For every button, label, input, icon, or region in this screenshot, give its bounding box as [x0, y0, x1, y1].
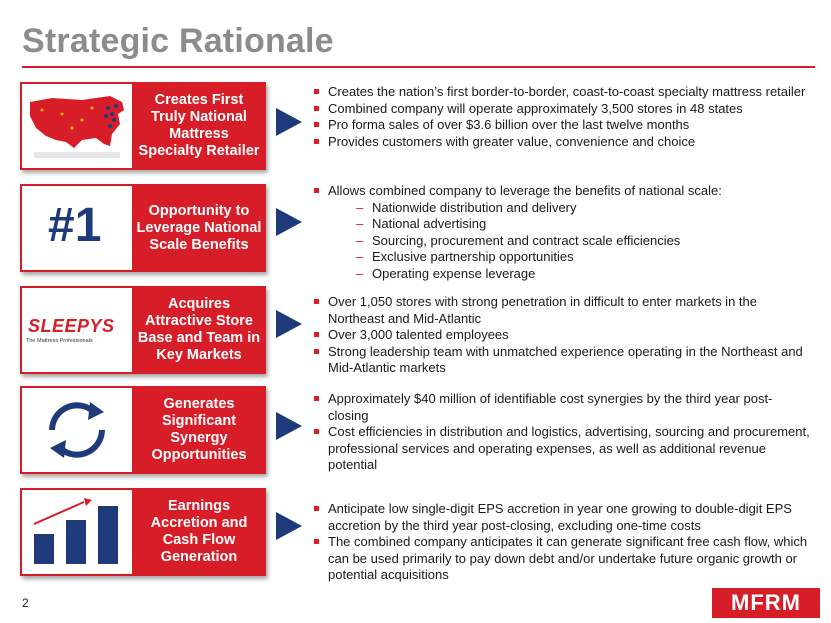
bullet-list — [312, 183, 812, 282]
rationale-tile — [20, 82, 266, 170]
arrow-icon — [276, 412, 302, 440]
sleepys-logo — [22, 288, 132, 372]
bullet-item: Pro forma sales of over $3.6 billion over the last twelve months — [312, 117, 812, 134]
bullet-item: The combined company anticipates it can generate significant free cash flow, which can be used primarily to pay down debt and/or undertake future organic growth or potential acquisitions — [312, 534, 812, 584]
number-one-text: #1 — [48, 199, 102, 252]
bullet-text: Allows combined company to leverage the benefits of national scale: — [328, 183, 722, 198]
us-store-map-icon — [22, 84, 132, 168]
page-title: Strategic Rationale — [22, 22, 334, 60]
number-one-graphic — [22, 186, 132, 270]
bullet-item: Anticipate low single-digit EPS accretion in year one growing to double-digit EPS accretion by the third year post-closing, excluding one-time costs — [312, 501, 812, 534]
title-divider — [22, 66, 815, 68]
bullet-item: Over 1,050 stores with strong penetration in difficult to enter markets in the Northeast and Mid-Atlantic — [312, 294, 812, 327]
bullet-item — [312, 183, 812, 282]
sub-bullet-item: – Operating expense leverage — [356, 266, 812, 283]
rationale-tile — [20, 184, 266, 272]
rationale-tile — [20, 286, 266, 374]
bullet-item: Provides customers with greater value, convenience and choice — [312, 134, 812, 151]
sleepys-tagline: The Mattress Professionals — [26, 338, 93, 344]
tile-label: Generates Significant Synergy Opportunities — [151, 396, 247, 463]
bullet-list — [312, 84, 812, 150]
arrow-icon — [276, 310, 302, 338]
sub-bullet-item: – National advertising — [356, 216, 812, 233]
tile-label: Acquires Attractive Store Base and Team in Key Markets — [137, 296, 261, 363]
bullet-list — [312, 501, 812, 584]
sub-bullet-item: – Exclusive partnership opportunities — [356, 249, 812, 266]
arrow-icon — [276, 208, 302, 236]
arrow-icon — [276, 108, 302, 136]
bullet-list — [312, 294, 812, 377]
bullet-item: Combined company will operate approximately 3,500 stores in 48 states — [312, 101, 812, 118]
rationale-tile — [20, 488, 266, 576]
bullet-item: Approximately $40 million of identifiable cost synergies by the third year post-closing — [312, 391, 812, 424]
arrow-icon — [276, 512, 302, 540]
bullet-item: Creates the nation’s first border-to-border, coast-to-coast specialty mattress retailer — [312, 84, 812, 101]
tile-label: Earnings Accretion and Cash Flow Generation — [150, 498, 248, 565]
growth-bar-chart-icon — [22, 490, 132, 574]
mfrm-logo: MFRM — [712, 588, 820, 618]
tile-label: Creates First Truly National Mattress Specialty Retailer — [138, 92, 260, 159]
page-number: 2 — [22, 596, 29, 610]
circular-arrows-icon — [22, 388, 132, 472]
bullet-item: Over 3,000 talented employees — [312, 327, 812, 344]
sub-bullet-item: – Nationwide distribution and delivery — [356, 200, 812, 217]
bullet-list — [312, 391, 812, 474]
tile-label: Opportunity to Leverage National Scale Benefits — [136, 202, 262, 253]
sub-bullet-item: – Sourcing, procurement and contract scale efficiencies — [356, 233, 812, 250]
rationale-tile — [20, 386, 266, 474]
sleepys-wordmark: SLEEPYS — [28, 316, 115, 336]
bullet-item: Strong leadership team with unmatched experience operating in the Northeast and Mid-Atlantic markets — [312, 344, 812, 377]
sub-bullet-list — [312, 200, 812, 283]
bullet-item: Cost efficiencies in distribution and logistics, advertising, sourcing and procurement, professional services and operating expenses, as well as additional revenue potential — [312, 424, 812, 474]
